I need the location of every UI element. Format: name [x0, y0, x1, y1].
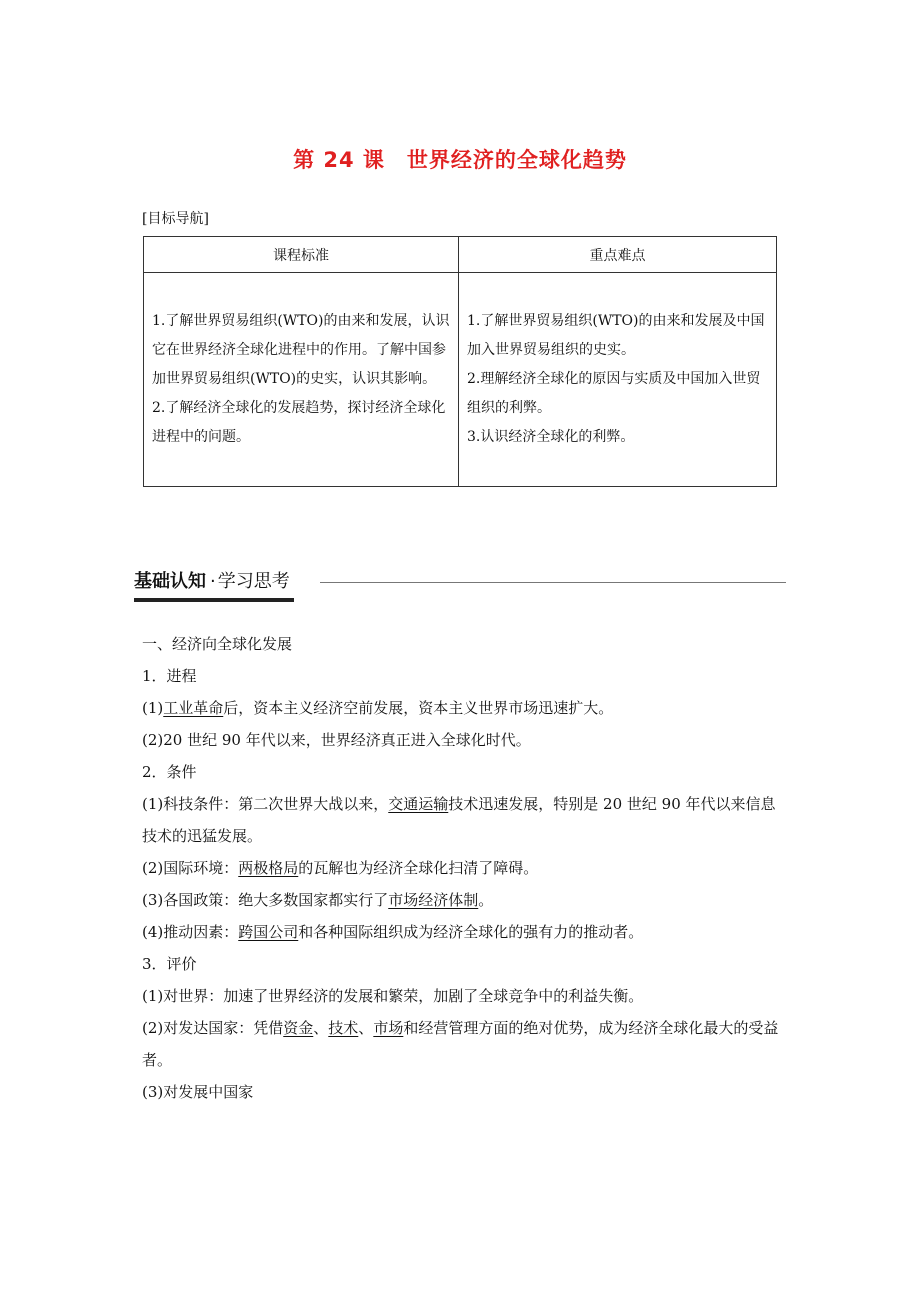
lesson-topic: 世界经济的全球化趋势 [406, 148, 627, 172]
section-tag-bold: 基础认知 [134, 571, 206, 592]
lesson-number: 第 24 课 [293, 148, 385, 172]
underlined-answer: 工业革命 [163, 699, 224, 717]
evaluation-item-3: (3)对发展中国家 [142, 1083, 254, 1101]
text-run: (2)国际环境： [142, 859, 239, 877]
text-run: 和经营管理方面的绝对优势，成为经济全球化最大的受益者。 [142, 1019, 779, 1069]
progress-item-2: (2)20 世纪 90 年代以来，世界经济真正进入全球化时代。 [142, 731, 531, 749]
progress-item-1 [142, 692, 788, 724]
text-run: (4)推动因素： [142, 923, 239, 941]
section-tag-dot: · [210, 571, 216, 592]
underlined-answer: 技术 [328, 1019, 359, 1037]
underlined-answer: 交通运输 [388, 795, 449, 813]
section-tag [134, 568, 294, 602]
condition-item-4 [142, 916, 788, 948]
text-run: (1) [142, 699, 164, 717]
standard-item: 2.了解经济全球化的发展趋势，探讨经济全球化进程中的问题。 [152, 400, 446, 445]
goal-table [143, 236, 777, 487]
header-course-standards: 课程标准 [144, 237, 459, 273]
text-run: 的瓦解也为经济全球化扫清了障碍。 [298, 859, 539, 877]
section-divider [320, 582, 786, 583]
underlined-answer: 跨国公司 [238, 923, 299, 941]
course-standards-cell [144, 273, 459, 487]
underlined-answer: 市场经济体制 [388, 891, 479, 909]
goal-table-header-row [144, 237, 777, 273]
underlined-answer: 市场 [373, 1019, 404, 1037]
text-run: 和各种国际组织成为经济全球化的强有力的推动者。 [298, 923, 644, 941]
text-run: 后，资本主义经济空前发展，资本主义世界市场迅速扩大。 [223, 699, 614, 717]
header-key-points: 重点难点 [459, 237, 777, 273]
evaluation-item-1: (1)对世界：加速了世界经济的发展和繁荣，加剧了全球竞争中的利益失衡。 [142, 987, 644, 1005]
condition-item-3 [142, 884, 788, 916]
section-header [134, 568, 786, 602]
text-run: 、 [313, 1019, 329, 1037]
section-tag-rest: 学习思考 [217, 571, 290, 592]
evaluation-item-2 [142, 1012, 788, 1076]
text-run: (1)科技条件：第二次世界大战以来， [142, 795, 389, 813]
condition-item-2 [142, 852, 788, 884]
key-point-item: 3.认识经济全球化的利弊。 [467, 429, 635, 445]
underlined-answer: 资金 [283, 1019, 314, 1037]
goal-table-body-row [144, 273, 777, 487]
standard-item: 1.了解世界贸易组织(WTO)的由来和发展，认识它在世界经济全球化进程中的作用。了解中国参加世界贸易组织(WTO)的史实，认识其影响。 [152, 313, 450, 387]
condition-item-1 [142, 788, 788, 852]
subheading-progress: 1．进程 [142, 667, 197, 685]
goal-navigation-label: [目标导航] [142, 211, 209, 227]
text-run: (2)对发达国家：凭借 [142, 1019, 284, 1037]
lesson-title [0, 144, 920, 174]
subheading-evaluation: 3．评价 [142, 955, 197, 973]
text-run: 技术迅速发展，特别是 20 世纪 90 年代以来信息技术的迅猛发展。 [142, 795, 776, 845]
subheading-conditions: 2．条件 [142, 763, 197, 781]
text-run: 。 [478, 891, 494, 909]
key-points-cell [459, 273, 777, 487]
main-content [142, 628, 788, 1108]
text-run: 、 [358, 1019, 374, 1037]
key-point-item: 1.了解世界贸易组织(WTO)的由来和发展及中国加入世界贸易组织的史实。 [467, 313, 765, 358]
text-run: (3)各国政策：绝大多数国家都实行了 [142, 891, 389, 909]
heading-global-economy: 一、经济向全球化发展 [142, 635, 293, 653]
key-point-item: 2.理解经济全球化的原因与实质及中国加入世贸组织的利弊。 [467, 371, 761, 416]
underlined-answer: 两极格局 [238, 859, 299, 877]
